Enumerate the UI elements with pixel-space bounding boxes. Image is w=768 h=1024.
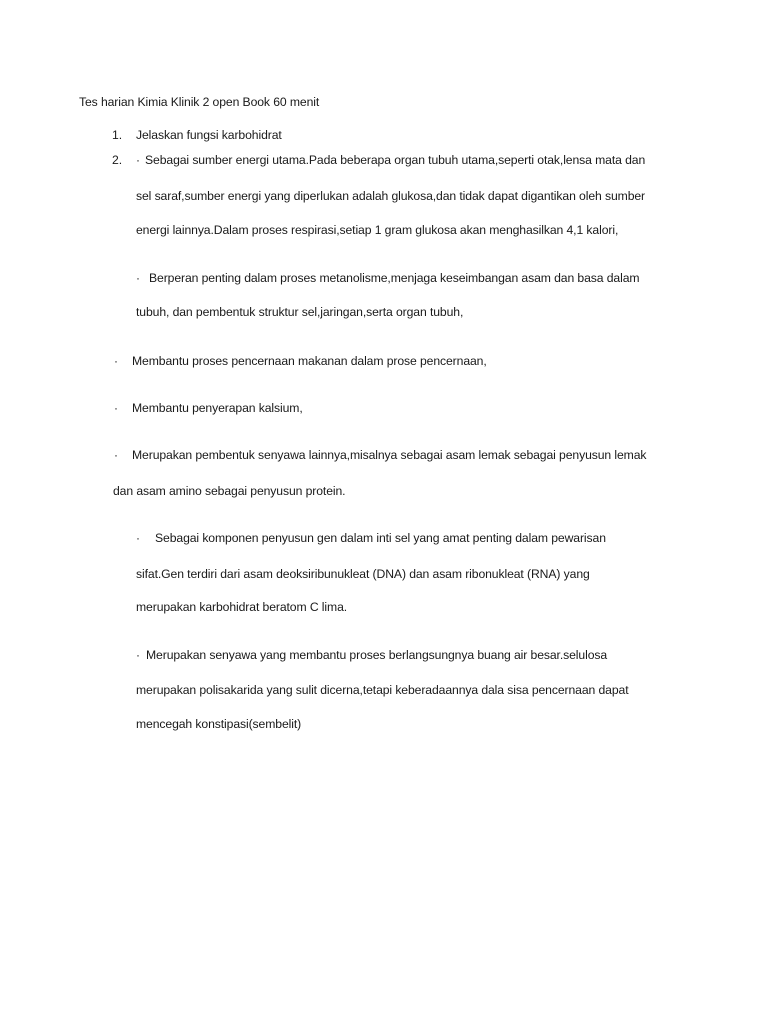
list-item-1-number: 1. <box>112 128 123 142</box>
paragraph-line: merupakan karbohidrat beratom C lima. <box>136 600 348 614</box>
bullet-1-marker: · <box>136 271 140 285</box>
paragraph-line: sel saraf,sumber energi yang diperlukan adalah glukosa,dan tidak dapat digantikan oleh sumber <box>136 189 646 203</box>
bullet-6-marker: · <box>136 648 140 662</box>
bullet-4-marker: · <box>114 448 118 462</box>
list-item-1-text: Jelaskan fungsi karbohidrat <box>136 128 282 142</box>
paragraph-line: Merupakan pembentuk senyawa lainnya,misalnya sebagai asam lemak sebagai penyusun lemak <box>132 448 647 462</box>
paragraph-line: Membantu proses pencernaan makanan dalam prose pencernaan, <box>132 354 487 368</box>
paragraph-line: Sebagai sumber energi utama.Pada beberapa organ tubuh utama,seperti otak,lensa mata dan <box>145 153 646 167</box>
paragraph-line: tubuh, dan pembentuk struktur sel,jaringan,serta organ tubuh, <box>136 305 464 319</box>
paragraph-line: Membantu penyerapan kalsium, <box>132 401 303 415</box>
paragraph-line: Merupakan senyawa yang membantu proses berlangsungnya buang air besar.selulosa <box>146 648 608 662</box>
paragraph-line: dan asam amino sebagai penyusun protein. <box>113 484 346 498</box>
paragraph-line: sifat.Gen terdiri dari asam deoksiribunukleat (DNA) dan asam ribonukleat (RNA) yang <box>136 567 590 581</box>
list-item-2-bullet: · <box>136 153 140 167</box>
bullet-3-marker: · <box>114 401 118 415</box>
list-item-2-number: 2. <box>112 153 123 167</box>
document-title: Tes harian Kimia Klinik 2 open Book 60 menit <box>79 95 320 109</box>
paragraph-line: Berperan penting dalam proses metanolisme,menjaga keseimbangan asam dan basa dalam <box>149 271 640 285</box>
paragraph-line: mencegah konstipasi(sembelit) <box>136 717 302 731</box>
paragraph-line: energi lainnya.Dalam proses respirasi,setiap 1 gram glukosa akan menghasilkan 4,1 kalori, <box>136 223 619 237</box>
bullet-5-marker: · <box>136 531 140 545</box>
bullet-2-marker: · <box>114 354 118 368</box>
paragraph-line: merupakan polisakarida yang sulit dicerna,tetapi keberadaannya dala sisa pencernaan dapat <box>136 683 629 697</box>
paragraph-line: Sebagai komponen penyusun gen dalam inti sel yang amat penting dalam pewarisan <box>155 531 606 545</box>
